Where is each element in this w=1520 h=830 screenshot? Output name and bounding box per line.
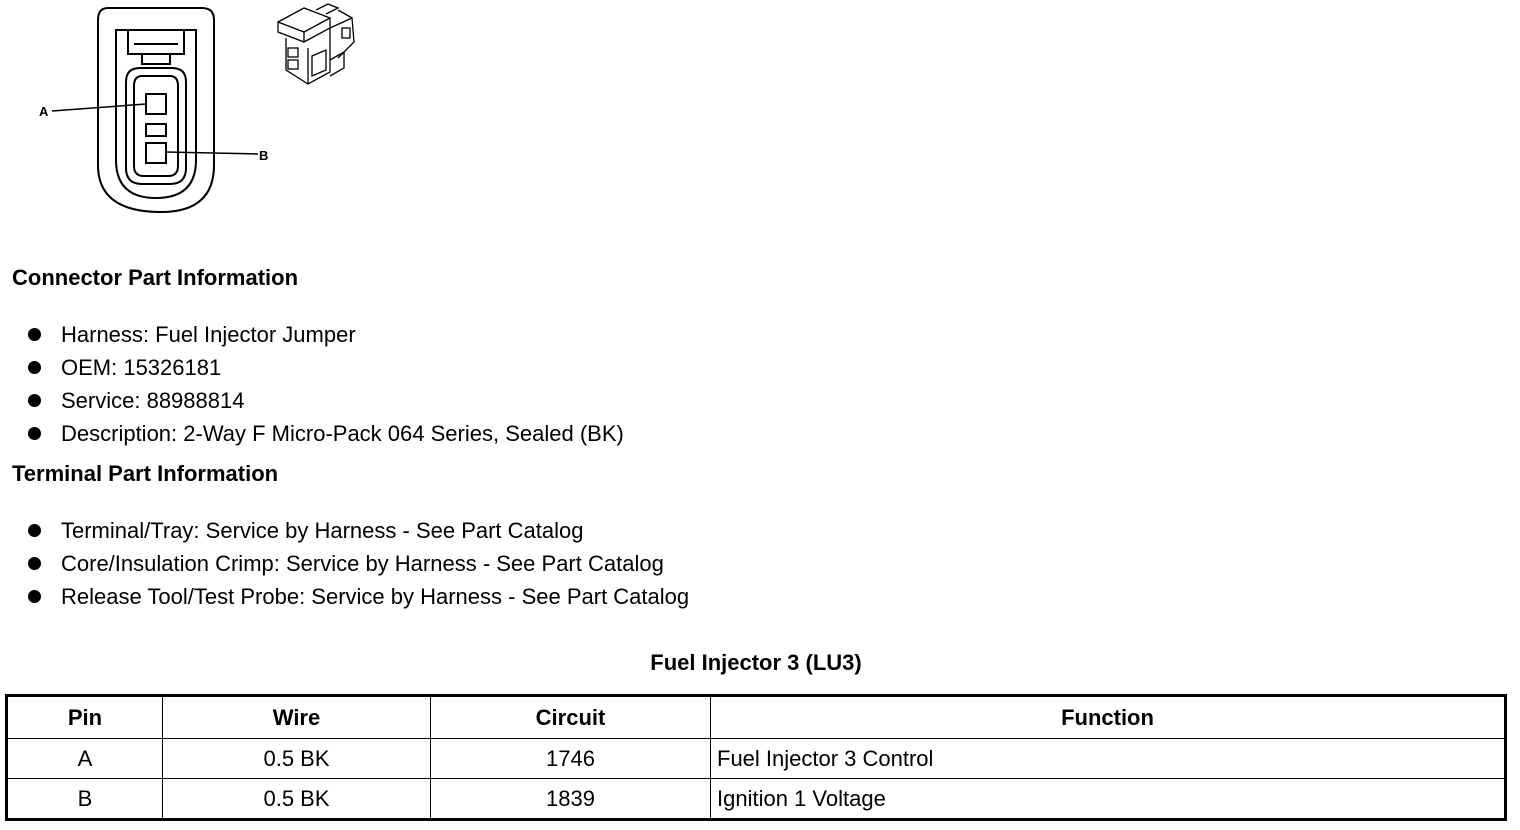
- connector-latch: [128, 30, 184, 54]
- terminal-cavity-middle: [146, 124, 166, 136]
- cell-pin: A: [7, 739, 163, 779]
- list-item-text: Harness: Fuel Injector Jumper: [61, 322, 356, 347]
- bullet-icon: [28, 361, 41, 374]
- pinout-table: [5, 694, 1507, 821]
- terminal-part-info-heading: Terminal Part Information: [12, 461, 279, 486]
- table-row: [7, 739, 1506, 779]
- list-item-text: Core/Insulation Crimp: Service by Harness - See Part Catalog: [61, 551, 664, 576]
- list-item: [28, 384, 624, 417]
- terminal-part-info-list: [28, 514, 689, 613]
- list-item: [28, 318, 624, 351]
- terminal-cavity-b: [146, 143, 166, 163]
- column-header-wire: Wire: [163, 696, 431, 739]
- connector-isometric-view: [268, 0, 368, 95]
- cell-circuit: 1839: [431, 779, 711, 820]
- column-header-function: Function: [711, 696, 1506, 739]
- connector-face-diagram: [30, 0, 290, 220]
- bullet-icon: [28, 427, 41, 440]
- table-row: [7, 779, 1506, 820]
- bullet-icon: [28, 328, 41, 341]
- cell-pin: B: [7, 779, 163, 820]
- bullet-icon: [28, 394, 41, 407]
- cell-function: Fuel Injector 3 Control: [711, 739, 1506, 779]
- list-item: [28, 580, 689, 613]
- list-item: [28, 417, 624, 450]
- terminal-cavity-a: [146, 94, 166, 114]
- column-header-pin: Pin: [7, 696, 163, 739]
- list-item-text: Release Tool/Test Probe: Service by Harness - See Part Catalog: [61, 584, 690, 609]
- table-header-row: [7, 696, 1506, 739]
- list-item-text: OEM: 15326181: [61, 355, 222, 380]
- list-item-text: Service: 88988814: [61, 388, 245, 413]
- connector-part-info-heading: Connector Part Information: [12, 265, 299, 290]
- list-item: [28, 514, 689, 547]
- cell-wire: 0.5 BK: [163, 739, 431, 779]
- list-item-text: Description: 2-Way F Micro-Pack 064 Series, Sealed (BK): [61, 421, 624, 446]
- list-item-text: Terminal/Tray: Service by Harness - See Part Catalog: [61, 518, 584, 543]
- bullet-icon: [28, 590, 41, 603]
- cell-wire: 0.5 BK: [163, 779, 431, 820]
- cell-circuit: 1746: [431, 739, 711, 779]
- column-header-circuit: Circuit: [431, 696, 711, 739]
- table-caption: Fuel Injector 3 (LU3): [650, 650, 862, 675]
- cell-function: Ignition 1 Voltage: [711, 779, 1506, 820]
- leader-line-b: [166, 152, 258, 154]
- pin-label-b: B: [259, 148, 269, 163]
- list-item: [28, 351, 624, 384]
- bullet-icon: [28, 557, 41, 570]
- list-item: [28, 547, 689, 580]
- connector-part-info-list: [28, 318, 624, 450]
- pin-label-a: A: [39, 104, 49, 119]
- bullet-icon: [28, 524, 41, 537]
